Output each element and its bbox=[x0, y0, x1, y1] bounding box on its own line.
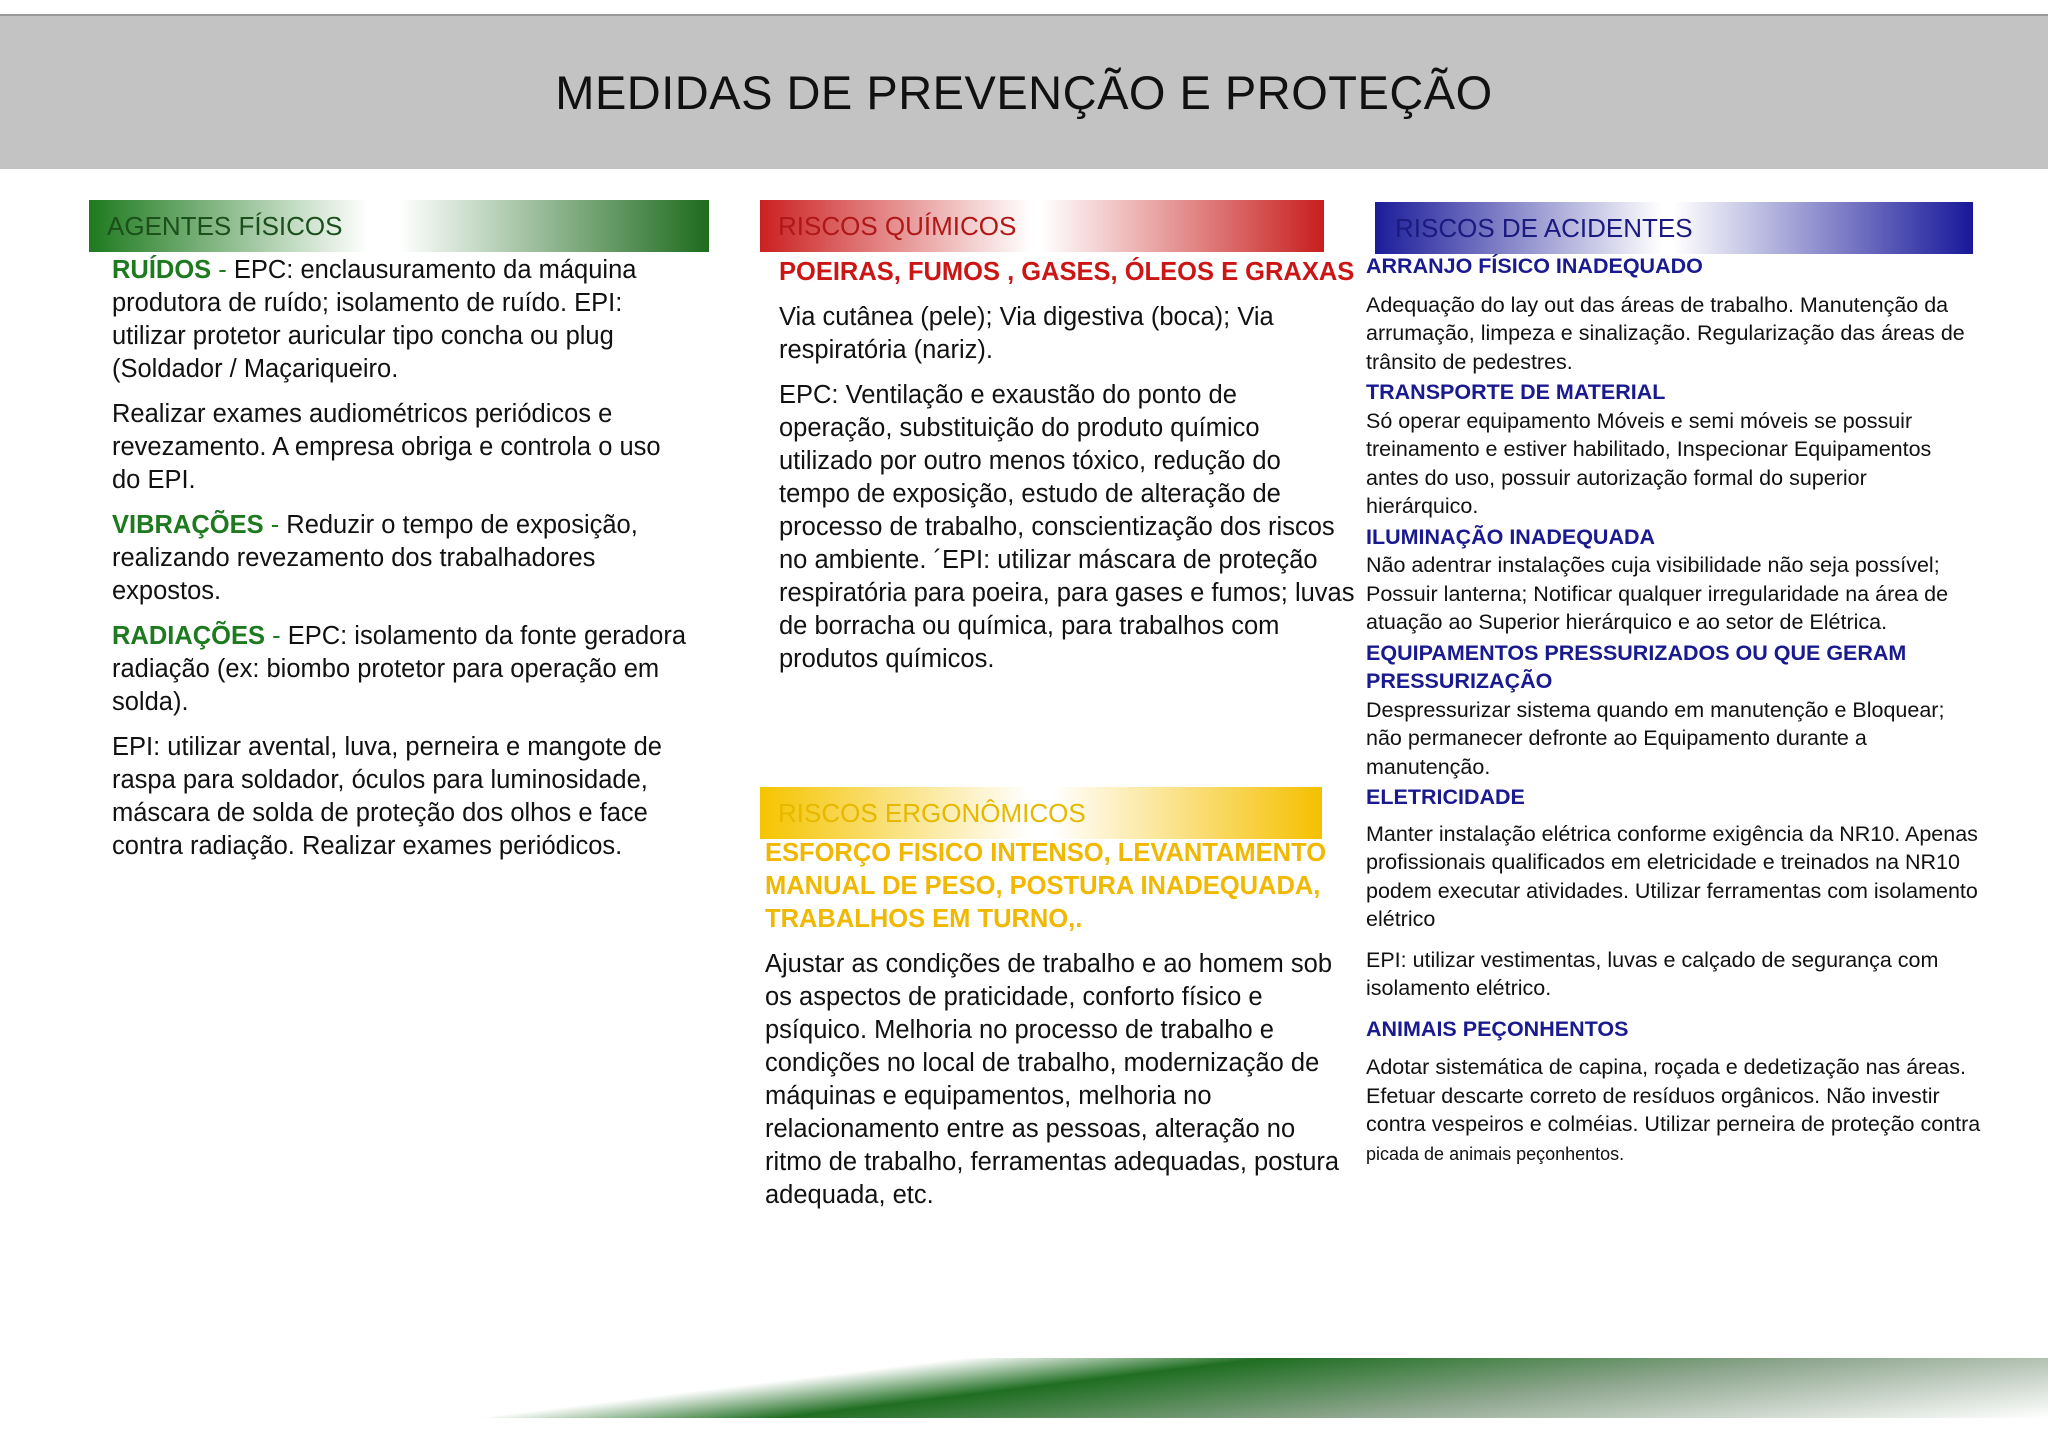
chemical-routes-paragraph: Via cutânea (pele); Via digestiva (boca); Via respiratória (nariz). bbox=[779, 303, 1274, 364]
title-bar bbox=[0, 14, 2048, 169]
chemical-epc-paragraph: EPC: Ventilação e exaustão do ponto de operação, substituição do produto químico utilizado por outro menos tóxico, redução do tempo de exposição, estudo de alteração de processo de trabalho, conscientização dos riscos no ambiente. ´EPI: utilizar máscara de proteção respiratória para poeira, para gases e fumos; luvas de borracha ou química, para trabalhos com produtos químicos. bbox=[779, 381, 1355, 673]
chemical-subheading: POEIRAS, FUMOS , GASES, ÓLEOS E GRAXAS bbox=[779, 258, 1355, 286]
physical-agents-header: AGENTES FÍSICOS bbox=[89, 200, 709, 252]
noise-separator: - bbox=[211, 256, 234, 284]
layout-text: Adequação do lay out das áreas de trabalho. Manutenção da arrumação, limpeza e sinalização. Regularização das áreas de trânsito de pedestres. bbox=[1366, 292, 1965, 374]
ergonomic-risks-section bbox=[765, 837, 1355, 1224]
electricity-epi-text: EPI: utilizar vestimentas, luvas e calçado de segurança com isolamento elétrico. bbox=[1366, 947, 1939, 1000]
pressure-text: Despressurizar sistema quando em manutenção e Bloquear; não permanecer defronte ao Equipamento durante a manutenção. bbox=[1366, 697, 1945, 779]
radiation-keyword: RADIAÇÕES bbox=[112, 622, 266, 650]
animals-text: Adotar sistemática de capina, roçada e dedetização nas áreas. Efetuar descarte correto de resíduos orgânicos. Não investir contra vespeiros e colméias. Utilizar perneira de proteção contra bbox=[1366, 1055, 1981, 1136]
chemical-risks-section bbox=[779, 256, 1355, 688]
radiation-text: EPC: isolamento da fonte geradora radiação (ex: biombo protetor para operação em solda). bbox=[112, 622, 687, 716]
animals-paragraph bbox=[1366, 1053, 1984, 1168]
transport-keyword: TRANSPORTE DE MATERIAL bbox=[1366, 380, 1666, 404]
layout-keyword: ARRANJO FÍSICO INADEQUADO bbox=[1366, 254, 1703, 278]
vibration-separator: - bbox=[263, 511, 287, 539]
footer-gradient-bar bbox=[0, 1358, 2048, 1418]
vibration-text: Reduzir o tempo de exposição, realizando revezamento dos trabalhadores expostos. bbox=[112, 511, 638, 605]
radiation-paragraph bbox=[112, 620, 692, 719]
accident-risks-header: RISCOS DE ACIDENTES bbox=[1375, 202, 1973, 254]
electricity-keyword: ELETRICIDADE bbox=[1366, 785, 1525, 809]
electricity-text: Manter instalação elétrica conforme exigência da NR10. Apenas profissionais qualificados em eletricidade e treinados na NR10 podem executar atividades. Utilizar ferramentas com isolamento elétrico bbox=[1366, 821, 1978, 931]
page-title: MEDIDAS DE PREVENÇÃO E PROTEÇÃO bbox=[555, 66, 1493, 119]
lighting-text: Não adentrar instalações cuja visibilidade não seja possível; Possuir lanterna; Notificar qualquer irregularidade na área de atuação ao Superior hierárquico e ao setor de Elétrica. bbox=[1366, 553, 1949, 634]
vibration-paragraph bbox=[112, 509, 692, 608]
noise-paragraph bbox=[112, 254, 692, 386]
animals-text-small: picada de animais peçonhentos. bbox=[1366, 1143, 1625, 1164]
ergonomic-risks-header: RISCOS ERGONÔMICOS bbox=[760, 787, 1322, 839]
transport-text: Só operar equipamento Móveis e semi móveis se possuir treinamento e estiver habilitado, Inspecionar Equipamentos antes do uso, possuir autorização formal do superior hierárquico. bbox=[1366, 408, 1932, 518]
noise-keyword: RUÍDOS bbox=[112, 256, 212, 284]
ergonomic-body: Ajustar as condições de trabalho e ao homem sob os aspectos de praticidade, conforto físico e psíquico. Melhoria no processo de trabalho e condições no local de trabalho, modernização de máquinas e equipamentos, melhoria no relacionamento entre as pessoas, alteração no ritmo de trabalho, ferramentas adequadas, postura adequada, etc. bbox=[765, 950, 1340, 1209]
chemical-risks-header: RISCOS QUÍMICOS bbox=[760, 200, 1324, 252]
pressure-keyword: EQUIPAMENTOS PRESSURIZADOS OU QUE GERAM PRESSURIZAÇÃO bbox=[1366, 640, 1907, 693]
ergonomic-subheading: ESFORÇO FISICO INTENSO, LEVANTAMENTO MANUAL DE PESO, POSTURA INADEQUADA, TRABALHOS EM TURNO,. bbox=[765, 839, 1327, 933]
vibration-keyword: VIBRAÇÕES bbox=[112, 511, 264, 539]
accident-risks-section bbox=[1366, 252, 1984, 1170]
lighting-keyword: ILUMINAÇÃO INADEQUADA bbox=[1366, 524, 1656, 549]
exams-paragraph: Realizar exames audiométricos periódicos e revezamento. A empresa obriga e controla o uso do EPI. bbox=[112, 400, 661, 494]
physical-agents-section bbox=[112, 254, 692, 875]
radiation-epi-paragraph: EPI: utilizar avental, luva, perneira e mangote de raspa para soldador, óculos para luminosidade, máscara de solda de proteção dos olhos e face contra radiação. Realizar exames periódicos. bbox=[112, 733, 662, 860]
animals-keyword: ANIMAIS PEÇONHENTOS bbox=[1366, 1016, 1629, 1041]
noise-text: EPC: enclausuramento da máquina produtora de ruído; isolamento de ruído. EPI: utilizar protetor auricular tipo concha ou plug (Soldador / Maçariqueiro. bbox=[112, 256, 637, 383]
radiation-separator: - bbox=[265, 622, 288, 650]
